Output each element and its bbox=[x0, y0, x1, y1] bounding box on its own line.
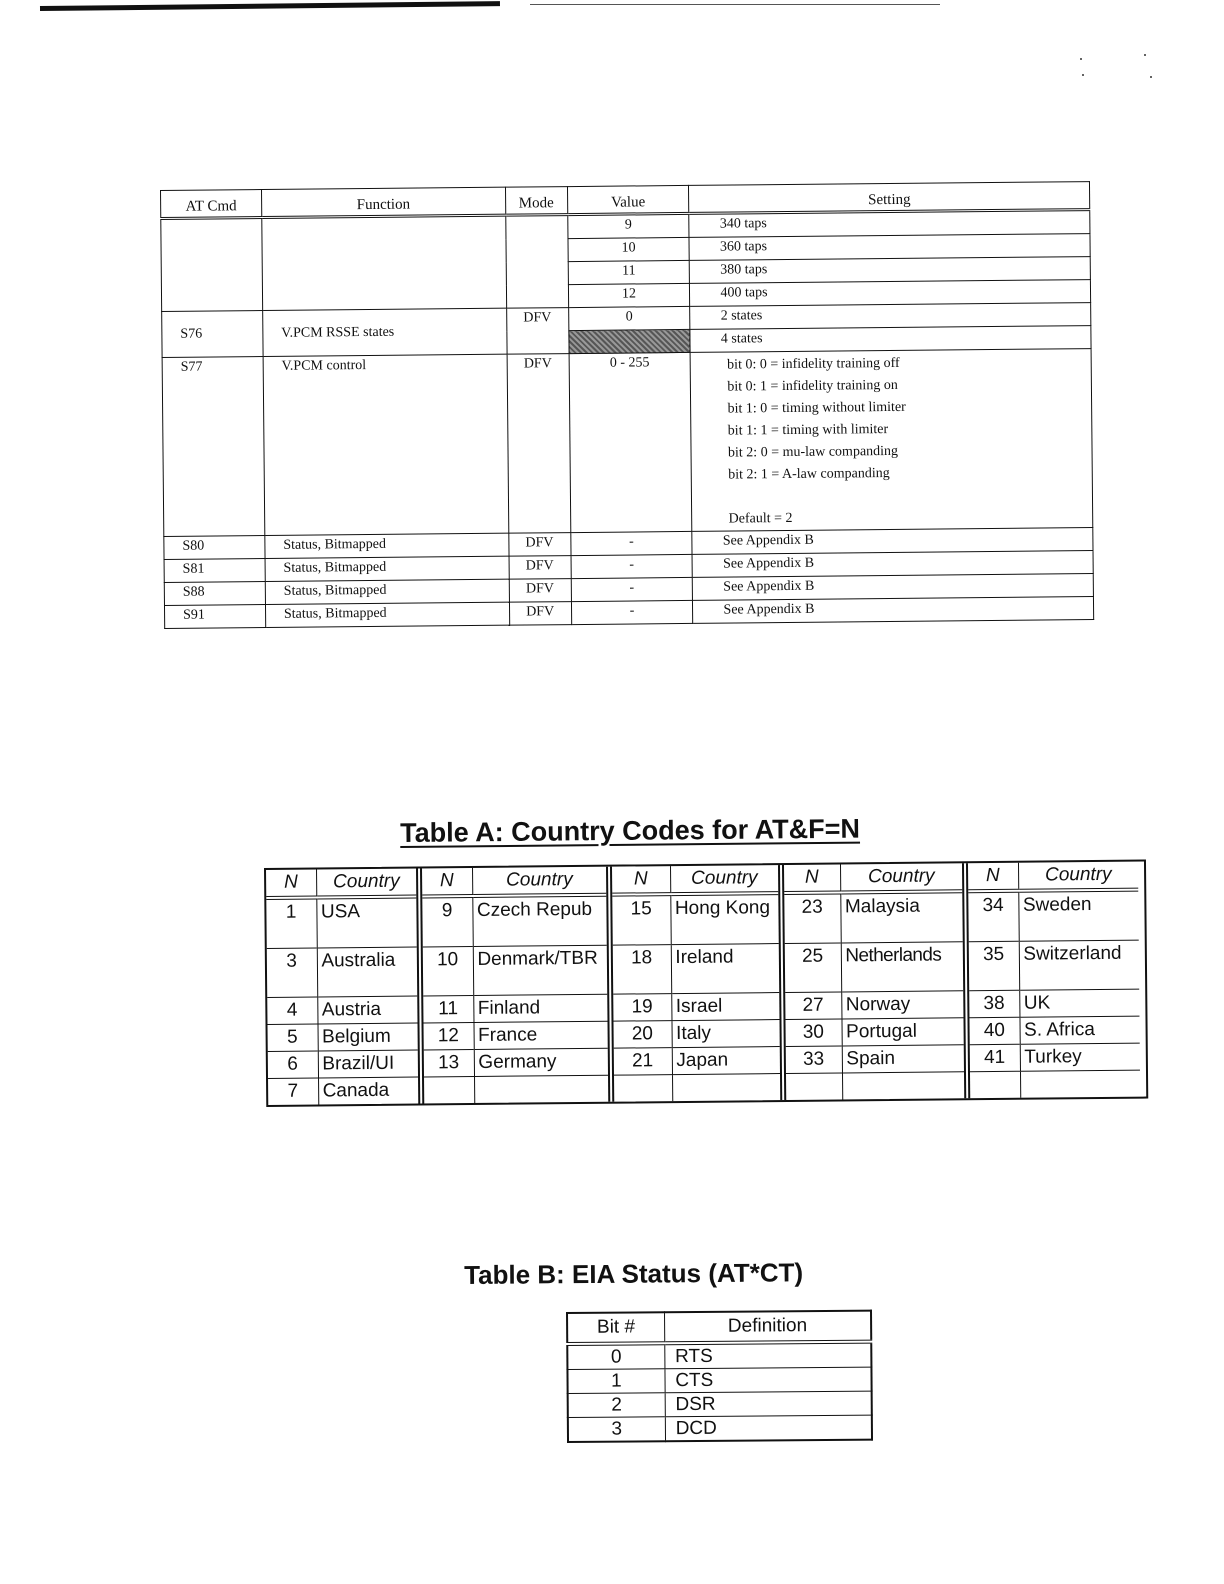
value-cell-shaded bbox=[568, 329, 690, 353]
country-cell: UK bbox=[1019, 989, 1139, 1017]
code-cell bbox=[614, 1075, 672, 1102]
header-country: Country bbox=[472, 867, 606, 896]
table-row bbox=[568, 1415, 872, 1442]
code-cell: 1 bbox=[266, 897, 316, 948]
mode-cell: DFV bbox=[506, 308, 568, 355]
cmd-cell: S80 bbox=[164, 536, 265, 560]
country-cell: Sweden bbox=[1018, 890, 1138, 942]
table-row bbox=[785, 942, 963, 993]
cmd-cell: S76 bbox=[162, 311, 263, 358]
table-row bbox=[785, 991, 963, 1020]
table-row bbox=[268, 1077, 418, 1105]
table-row bbox=[613, 944, 779, 995]
code-cell: 3 bbox=[267, 948, 317, 997]
scan-top-rule-thin bbox=[530, 4, 940, 5]
scan-speck bbox=[1150, 76, 1152, 78]
country-cell: Norway bbox=[841, 991, 963, 1019]
bit-setting: bit 2: 1 = A-law companding bbox=[728, 466, 890, 483]
bit-setting: bit 1: 1 = timing with limiter bbox=[727, 422, 889, 439]
header-country: Country bbox=[1018, 862, 1138, 891]
table-row bbox=[969, 1016, 1139, 1045]
bit-setting: bit 1: 0 = timing without limiter bbox=[727, 399, 906, 417]
country-cell bbox=[672, 1074, 780, 1102]
country-cell: Ireland bbox=[671, 944, 779, 994]
country-group bbox=[968, 862, 1140, 1099]
country-cell: Portugal bbox=[841, 1018, 963, 1046]
code-cell bbox=[786, 1073, 842, 1100]
scan-speck bbox=[1144, 54, 1146, 56]
table-row-s77 bbox=[162, 349, 1093, 537]
code-cell: 7 bbox=[268, 1078, 318, 1105]
country-group bbox=[784, 863, 970, 1100]
setting-cell: 360 taps bbox=[689, 234, 1090, 261]
function-cell bbox=[262, 215, 507, 310]
table-row bbox=[613, 993, 779, 1022]
function-cell: Status, Bitmapped bbox=[265, 579, 509, 604]
code-cell: 13 bbox=[424, 1049, 474, 1076]
setting-cell: See Appendix B bbox=[692, 551, 1093, 578]
country-cell: Czech Repub bbox=[472, 895, 606, 947]
code-cell: 12 bbox=[423, 1022, 473, 1049]
table-header-row bbox=[567, 1311, 871, 1344]
code-cell: 41 bbox=[970, 1044, 1020, 1071]
table-row bbox=[786, 1045, 964, 1074]
country-group-table bbox=[422, 867, 608, 1104]
header-country: Country bbox=[316, 869, 416, 898]
country-cell: Netherlands bbox=[841, 942, 963, 992]
setting-cell: See Appendix B bbox=[692, 528, 1093, 555]
table-row bbox=[969, 989, 1139, 1018]
function-cell: Status, Bitmapped bbox=[265, 602, 509, 627]
country-cell: Belgium bbox=[317, 1023, 417, 1051]
country-group-table bbox=[968, 862, 1140, 1099]
header-n: N bbox=[968, 863, 1018, 891]
value-cell: 9 bbox=[567, 213, 689, 238]
code-cell: 11 bbox=[423, 995, 473, 1022]
s-register-table bbox=[160, 181, 1094, 629]
country-cell bbox=[842, 1072, 964, 1100]
table-row bbox=[614, 1047, 780, 1076]
cmd-cell: S77 bbox=[162, 357, 265, 537]
mode-cell: DFV bbox=[509, 556, 571, 580]
code-cell: 5 bbox=[268, 1024, 318, 1051]
header-value: Value bbox=[567, 185, 689, 214]
country-codes-table bbox=[264, 860, 1148, 1107]
table-row bbox=[268, 1023, 418, 1051]
group-header-row bbox=[422, 867, 606, 897]
cmd-cell: S88 bbox=[164, 582, 265, 606]
country-group-table bbox=[266, 869, 418, 1105]
country-cell: USA bbox=[316, 897, 416, 948]
bit-cell: 0 bbox=[567, 1343, 664, 1369]
setting-cell: 380 taps bbox=[690, 257, 1091, 284]
value-cell: - bbox=[570, 531, 692, 555]
value-cell: 12 bbox=[568, 283, 690, 307]
table-row bbox=[423, 1021, 607, 1050]
country-cell: Italy bbox=[671, 1020, 779, 1048]
country-group bbox=[612, 865, 786, 1102]
scan-top-rule bbox=[40, 1, 500, 11]
bit-setting: bit 2: 0 = mu-law companding bbox=[727, 443, 899, 461]
table-row bbox=[970, 1070, 1140, 1098]
setting-cell: 340 taps bbox=[689, 210, 1090, 238]
country-group bbox=[266, 868, 424, 1104]
code-cell: 4 bbox=[267, 997, 317, 1024]
scan-speck bbox=[1082, 74, 1084, 76]
code-cell: 6 bbox=[268, 1051, 318, 1078]
country-cell: Australia bbox=[317, 947, 417, 997]
setting-cell: 2 states bbox=[690, 303, 1091, 330]
setting-cell: See Appendix B bbox=[693, 574, 1094, 601]
country-cell: France bbox=[473, 1021, 607, 1049]
table-row bbox=[267, 947, 417, 997]
code-cell: 18 bbox=[613, 945, 671, 995]
country-cell: Austria bbox=[317, 996, 417, 1024]
country-cell: Denmark/TBR bbox=[473, 945, 607, 995]
function-cell: V.PCM control bbox=[263, 354, 508, 535]
table-row bbox=[612, 893, 778, 945]
country-cell: Hong Kong bbox=[670, 893, 778, 945]
code-cell bbox=[424, 1076, 474, 1103]
header-definition: Definition bbox=[664, 1311, 871, 1344]
table-b-title: Table B: EIA Status (AT*CT) bbox=[464, 1257, 804, 1290]
setting-cell-bits bbox=[691, 349, 1093, 532]
header-country: Country bbox=[670, 865, 778, 894]
country-cell: Japan bbox=[672, 1047, 780, 1075]
table-row bbox=[423, 994, 607, 1023]
table-row bbox=[567, 1342, 871, 1370]
code-cell: 9 bbox=[422, 896, 472, 947]
code-cell: 20 bbox=[613, 1021, 671, 1049]
header-setting: Setting bbox=[689, 182, 1090, 214]
country-cell: Spain bbox=[842, 1045, 964, 1073]
header-bit: Bit # bbox=[567, 1312, 664, 1344]
definition-cell: RTS bbox=[664, 1342, 871, 1369]
country-cell: Turkey bbox=[1020, 1043, 1140, 1071]
country-group-table bbox=[612, 865, 780, 1102]
mode-cell: DFV bbox=[509, 602, 571, 626]
bit-cell: 1 bbox=[567, 1369, 664, 1394]
code-cell: 40 bbox=[969, 1017, 1019, 1044]
country-cell bbox=[474, 1075, 608, 1103]
code-cell: 38 bbox=[969, 990, 1019, 1017]
eia-status-table bbox=[566, 1310, 873, 1443]
table-row bbox=[424, 1048, 608, 1077]
code-cell: 34 bbox=[968, 891, 1018, 942]
country-group bbox=[422, 867, 614, 1104]
group-header-row bbox=[612, 865, 778, 895]
table-row bbox=[614, 1074, 780, 1102]
header-country: Country bbox=[840, 863, 962, 892]
table-row bbox=[568, 1391, 872, 1417]
setting-cell: See Appendix B bbox=[693, 597, 1094, 624]
table-row bbox=[266, 897, 416, 949]
code-cell: 10 bbox=[423, 946, 473, 995]
function-cell: V.PCM RSSE states bbox=[263, 308, 507, 356]
table-row bbox=[268, 1050, 418, 1078]
group-header-row bbox=[968, 862, 1138, 892]
group-header-row bbox=[784, 863, 962, 893]
table-row bbox=[613, 1020, 779, 1049]
function-cell: Status, Bitmapped bbox=[265, 533, 509, 558]
country-cell: Israel bbox=[671, 993, 779, 1021]
definition-cell: CTS bbox=[665, 1367, 872, 1393]
country-cell bbox=[1020, 1070, 1140, 1098]
table-row bbox=[424, 1075, 608, 1103]
mode-cell: DFV bbox=[509, 579, 571, 603]
value-cell: 11 bbox=[568, 260, 690, 284]
table-row bbox=[422, 895, 606, 947]
code-cell: 19 bbox=[613, 994, 671, 1022]
mode-cell: DFV bbox=[508, 533, 570, 557]
function-cell: Status, Bitmapped bbox=[265, 556, 509, 581]
code-cell: 27 bbox=[785, 992, 841, 1020]
table-row bbox=[567, 1367, 871, 1393]
scan-speck bbox=[1080, 58, 1082, 60]
table-row bbox=[785, 1018, 963, 1047]
value-cell: 10 bbox=[568, 237, 690, 261]
table-row bbox=[969, 940, 1139, 991]
bit-setting: bit 0: 0 = infidelity training off bbox=[727, 355, 900, 373]
code-cell: 35 bbox=[969, 941, 1019, 990]
country-cell: Finland bbox=[473, 994, 607, 1022]
table-row bbox=[267, 996, 417, 1024]
header-function: Function bbox=[261, 187, 505, 217]
header-n: N bbox=[612, 866, 670, 895]
cmd-cell: S91 bbox=[164, 605, 265, 629]
table-row bbox=[786, 1072, 964, 1100]
country-cell: Malaysia bbox=[840, 891, 962, 943]
country-group-table bbox=[784, 863, 964, 1100]
bit-cell: 2 bbox=[568, 1393, 665, 1418]
code-cell: 23 bbox=[784, 892, 840, 943]
header-mode: Mode bbox=[505, 187, 567, 216]
country-cell: Germany bbox=[474, 1048, 608, 1076]
code-cell: 21 bbox=[614, 1048, 672, 1076]
table-row bbox=[784, 891, 962, 943]
value-cell: - bbox=[571, 577, 693, 601]
code-cell: 33 bbox=[786, 1046, 842, 1074]
setting-cell: 4 states bbox=[690, 326, 1091, 353]
code-cell bbox=[970, 1071, 1020, 1098]
definition-cell: DSR bbox=[665, 1391, 872, 1417]
bit-cell: 3 bbox=[568, 1417, 665, 1442]
header-n: N bbox=[784, 864, 840, 893]
table-a-title: Table A: Country Codes for AT&F=N bbox=[400, 813, 861, 848]
table-row bbox=[970, 1043, 1140, 1072]
code-cell: 25 bbox=[785, 943, 841, 993]
header-n: N bbox=[266, 870, 316, 898]
table-row bbox=[423, 945, 607, 996]
country-cell: S. Africa bbox=[1019, 1016, 1139, 1044]
header-n: N bbox=[422, 868, 472, 896]
code-cell: 15 bbox=[612, 894, 670, 945]
country-cell: Brazil/UI bbox=[318, 1050, 418, 1078]
value-cell: - bbox=[571, 600, 693, 624]
mode-cell: DFV bbox=[507, 354, 571, 534]
cmd-cell: S81 bbox=[164, 559, 265, 583]
country-cell: Canada bbox=[318, 1077, 418, 1104]
cmd-cell bbox=[161, 218, 263, 312]
value-cell: 0 - 255 bbox=[569, 352, 693, 532]
table-row bbox=[968, 890, 1138, 942]
setting-cell: 400 taps bbox=[690, 280, 1091, 307]
code-cell: 30 bbox=[785, 1019, 841, 1047]
value-cell: 0 bbox=[568, 306, 690, 330]
value-cell: - bbox=[571, 554, 693, 578]
bit-setting: bit 0: 1 = infidelity training on bbox=[727, 377, 898, 395]
group-header-row bbox=[266, 869, 416, 898]
header-at-cmd: AT Cmd bbox=[161, 190, 262, 219]
mode-cell bbox=[505, 215, 568, 309]
default-setting: Default = 2 bbox=[728, 510, 793, 527]
definition-cell: DCD bbox=[665, 1415, 872, 1441]
country-cell: Switzerland bbox=[1019, 940, 1139, 990]
